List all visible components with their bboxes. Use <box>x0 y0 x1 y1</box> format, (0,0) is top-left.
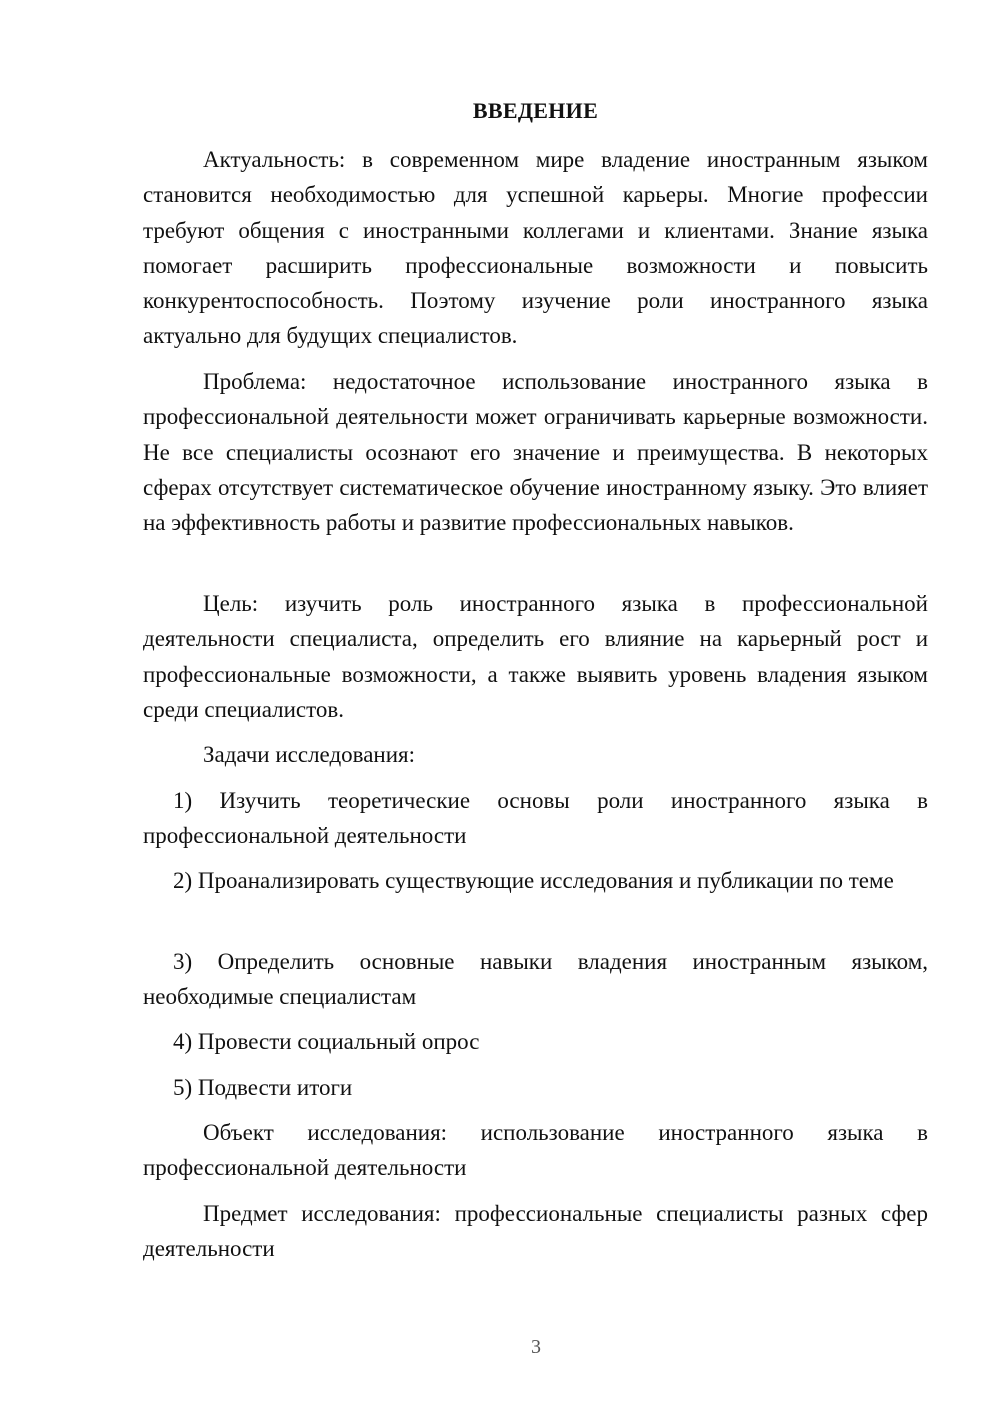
tasks-heading: Задачи исследования: <box>203 742 416 767</box>
relevance-paragraph: Актуальность: в современном мире владение иностранным языком становится необходимостью для успешной карьеры. Многие профессии требуют общения с иностранными коллегами и клиентами. Знание языка помогает расширить профессиональные возможности и повысить конкурентоспособность. Поэтому изучение роли иностранного языка актуально для будущих специалистов. <box>143 147 928 349</box>
task-item-5: 5) Подвести итоги <box>173 1075 353 1100</box>
page-title: ВВЕДЕНИЕ <box>472 98 599 123</box>
task-item-2: 2) Проанализировать существующие исследования и публикации по теме <box>173 868 894 893</box>
task-item-4: 4) Провести социальный опрос <box>173 1029 480 1054</box>
object-paragraph: Объект исследования: использование иностранного языка в профессиональной деятельности <box>143 1120 928 1181</box>
subject-paragraph: Предмет исследования: профессиональные специалисты разных сфер деятельности <box>143 1201 928 1262</box>
goal-paragraph: Цель: изучить роль иностранного языка в профессиональной деятельности специалиста, определить его влияние на карьерный рост и профессиональные возможности, а также выявить уровень владения языком среди специалистов. <box>143 591 928 722</box>
task-item-3: 3) Определить основные навыки владения иностранным языком, необходимые специалистам <box>143 949 928 1010</box>
problem-paragraph: Проблема: недостаточное использование иностранного языка в профессиональной деятельности может ограничивать карьерные возможности. Не все специалисты осознают его значение и преимущества. В некоторых сферах отсутствует систематическое обучение иностранному языку. Это влияет на эффективность работы и развитие профессиональных навыков. <box>143 369 928 536</box>
page-number: 3 <box>531 1336 541 1358</box>
task-item-1: 1) Изучить теоретические основы роли иностранного языка в профессиональной деятельности <box>143 788 928 849</box>
